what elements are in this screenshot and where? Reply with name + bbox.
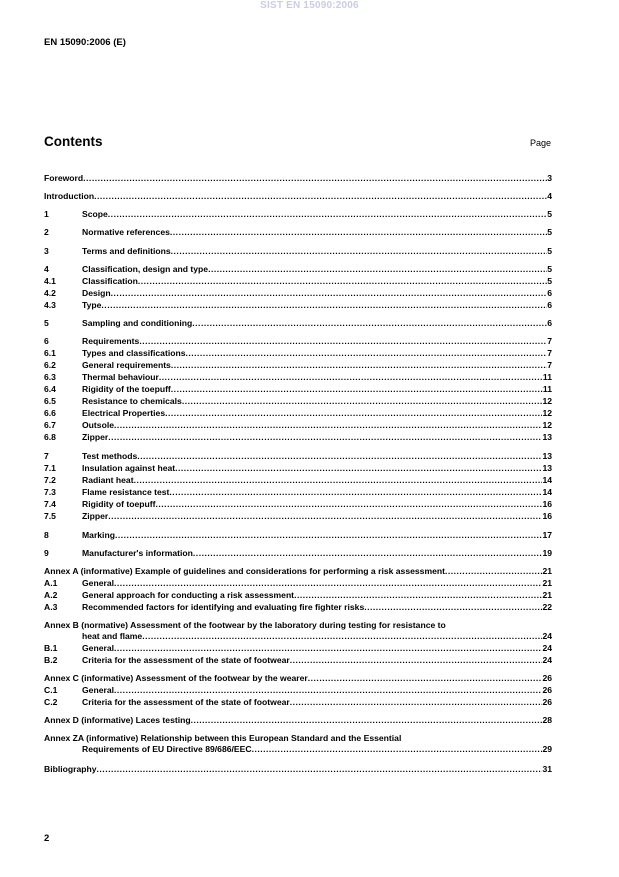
toc-entry-page: 11: [542, 384, 552, 394]
toc-entry[interactable]: [44, 360, 552, 371]
toc-entry-title: Test methods: [82, 451, 138, 461]
toc-entry-page: 7: [547, 360, 552, 370]
toc-entry-page: 21: [542, 566, 552, 576]
toc-entry-title: Bibliography: [44, 764, 97, 774]
toc-entry-title: General requirements: [82, 360, 171, 370]
toc-entry-title: Resistance to chemicals: [82, 396, 182, 406]
toc-entry-number: C.2: [44, 697, 58, 707]
toc-entry[interactable]: [44, 420, 552, 431]
toc-entry[interactable]: [44, 511, 552, 522]
toc-entry-number: 1: [44, 209, 49, 219]
toc-entry-number: 7.1: [44, 463, 56, 473]
toc-entry-number: 7.2: [44, 475, 56, 485]
toc-entry[interactable]: [44, 227, 552, 238]
toc-entry-title: Insulation against heat: [82, 463, 176, 473]
toc-entry-page: 16: [542, 499, 552, 509]
toc-entry-page: 16: [542, 511, 552, 521]
toc-entry-number: B.1: [44, 643, 58, 653]
toc-entry[interactable]: [44, 432, 552, 443]
toc-entry-number: 6.4: [44, 384, 56, 394]
toc-entry[interactable]: [44, 209, 552, 220]
toc-entry-annex-a[interactable]: [44, 566, 552, 577]
toc-entry-title: Radiant heat: [82, 475, 134, 485]
toc-entry[interactable]: [44, 487, 552, 498]
toc-entry-page: 12: [542, 420, 552, 430]
toc-entry-number: 7.5: [44, 511, 56, 521]
toc-entry[interactable]: [44, 336, 552, 347]
toc-entry[interactable]: [44, 318, 552, 329]
toc-entry-page: 12: [542, 396, 552, 406]
toc-entry-number: 3: [44, 246, 49, 256]
toc-entry-title: Criteria for the assessment of the state of footwear: [82, 697, 290, 707]
toc-entry-title: Design: [82, 288, 111, 298]
toc-entry-page: 22: [542, 602, 552, 612]
toc-entry-number: 4: [44, 264, 49, 274]
toc-entry[interactable]: [44, 685, 552, 696]
toc-entry-page: 5: [547, 264, 552, 274]
toc-entry-title: Criteria for the assessment of the state of footwear: [82, 655, 290, 665]
toc-entry-number: 6.3: [44, 372, 56, 382]
toc-entry-title: Scope: [82, 209, 108, 219]
toc-entry-page: 7: [547, 336, 552, 346]
page-number: 2: [44, 833, 50, 844]
toc-entry-number: 4.1: [44, 276, 56, 286]
toc-entry-title: Normative references: [82, 227, 170, 237]
toc-entry[interactable]: [44, 372, 552, 383]
toc-entry-number: 2: [44, 227, 49, 237]
toc-entry-title: Requirements: [82, 336, 140, 346]
toc-entry-number: 6.2: [44, 360, 56, 370]
toc-entry-page: 5: [547, 227, 552, 237]
toc-entry[interactable]: [44, 578, 552, 589]
toc-entry-page: 26: [542, 685, 552, 695]
toc-entry-page: 6: [547, 318, 552, 328]
toc-entry-title: Outsole: [82, 420, 114, 430]
toc-entry-title: Zipper: [82, 511, 109, 521]
toc-entry[interactable]: [44, 288, 552, 299]
toc-entry[interactable]: [44, 300, 552, 311]
toc-entry[interactable]: [44, 602, 552, 613]
toc-entry-number: 6.7: [44, 420, 56, 430]
toc-entry[interactable]: [44, 451, 552, 462]
toc-entry-annex-za[interactable]: [44, 733, 552, 755]
toc-entry-page: 14: [542, 487, 552, 497]
toc-entry-number: A.2: [44, 590, 58, 600]
toc-entry[interactable]: [44, 246, 552, 257]
toc-entry-title: Sampling and conditioning: [82, 318, 193, 328]
toc-entry-number: 9: [44, 548, 49, 558]
toc-entry-title-continued: Requirements of EU Directive 89/686/EEC: [82, 744, 252, 754]
toc-entry-number: B.2: [44, 655, 58, 665]
toc-entry-title: Annex B (normative) Assessment of the footwear by the laboratory during testing for resistance to: [44, 620, 446, 630]
toc-entry[interactable]: [44, 463, 552, 474]
toc-entry-number: 6.1: [44, 348, 56, 358]
toc-entry-page: 12: [542, 408, 552, 418]
toc-entry[interactable]: [44, 408, 552, 419]
toc-entry-page: 24: [542, 643, 552, 653]
toc-entry-bibliography[interactable]: [44, 764, 552, 775]
toc-entry-foreword[interactable]: [44, 173, 552, 184]
toc-entry-number: 4.3: [44, 300, 56, 310]
toc-entry-page: 29: [542, 744, 552, 754]
toc-entry[interactable]: [44, 396, 552, 407]
toc-entry-number: 7: [44, 451, 49, 461]
toc-entry-number: 7.4: [44, 499, 56, 509]
toc-entry-page: 24: [542, 631, 552, 641]
toc-entry-number: A.3: [44, 602, 58, 612]
toc-entry-title: Annex D (informative) Laces testing: [44, 715, 191, 725]
toc-entry-annex-b[interactable]: [44, 620, 552, 642]
toc-entry-introduction[interactable]: [44, 191, 552, 202]
toc-entry-page: 7: [547, 348, 552, 358]
toc-entry-title: Rigidity of the toepuff: [82, 384, 171, 394]
toc-entry-page: 19: [542, 548, 552, 558]
toc-entry-title: Flame resistance test: [82, 487, 170, 497]
toc-entry-title: General: [82, 685, 115, 695]
toc-entry-title: Recommended factors for identifying and evaluating fire fighter risks: [82, 602, 365, 612]
toc-entry-number: 6.8: [44, 432, 56, 442]
toc-entry-page: 26: [542, 673, 552, 683]
toc-entry-page: 14: [542, 475, 552, 485]
toc-entry[interactable]: [44, 590, 552, 601]
toc-entry-title: General: [82, 643, 115, 653]
toc-entry[interactable]: [44, 264, 552, 275]
toc-entry-title: Annex C (informative) Assessment of the footwear by the wearer: [44, 673, 308, 683]
toc-entry-title: Annex ZA (informative) Relationship between this European Standard and the Essential: [44, 733, 402, 743]
toc-entry-page: 5: [547, 209, 552, 219]
toc-entry[interactable]: [44, 475, 552, 486]
toc-entry-title: Annex A (informative) Example of guidelines and considerations for performing a risk assessment: [44, 566, 445, 576]
toc-entry-page: 31: [542, 764, 552, 774]
toc-entry-page: 13: [542, 463, 552, 473]
toc-entry-title: Classification, design and type: [82, 264, 209, 274]
toc-entry-number: 6.6: [44, 408, 56, 418]
toc-entry-number: 6.5: [44, 396, 56, 406]
toc-entry-page: 21: [542, 578, 552, 588]
toc-entry-title: Classification: [82, 276, 138, 286]
toc-entry-page: 3: [547, 173, 552, 183]
toc-entry[interactable]: [44, 348, 552, 359]
toc-entry-page: 6: [547, 300, 552, 310]
toc-entry-annex-d[interactable]: [44, 715, 552, 726]
toc-entry-page: 17: [542, 530, 552, 540]
toc-entry-number: A.1: [44, 578, 58, 588]
toc-entry-page: 5: [547, 246, 552, 256]
toc-entry-title: General approach for conducting a risk assessment: [82, 590, 295, 600]
toc-entry-title: Rigidity of toepuff: [82, 499, 156, 509]
toc-entry-title: Foreword: [44, 173, 84, 183]
toc-entry[interactable]: [44, 643, 552, 654]
toc-entry[interactable]: [44, 276, 552, 287]
toc-entry-number: 8: [44, 530, 49, 540]
toc-entry-title: Marking: [82, 530, 115, 540]
contents-title: Contents: [44, 134, 103, 149]
toc-entry-title: Terms and definitions: [82, 246, 171, 256]
toc-entry-page: 11: [542, 372, 552, 382]
toc-entry-title: Electrical Properties: [82, 408, 166, 418]
toc-entry[interactable]: [44, 548, 552, 559]
toc-entry-page: 21: [542, 590, 552, 600]
toc-entry-title: Types and classifications: [82, 348, 186, 358]
toc-entry-page: 4: [547, 191, 552, 201]
toc-entry-page: 24: [542, 655, 552, 665]
toc-entry-page: 28: [542, 715, 552, 725]
watermark: SIST EN 15090:2006: [260, 0, 359, 11]
toc-entry-title: Manufacturer's information: [82, 548, 193, 558]
toc-entry-page: 5: [547, 276, 552, 286]
toc-entry-title: Type: [82, 300, 102, 310]
toc-entry-annex-c[interactable]: [44, 673, 552, 684]
page-column-label: Page: [529, 138, 551, 148]
toc-entry-page: 13: [542, 451, 552, 461]
toc-entry-number: 6: [44, 336, 49, 346]
toc-entry-title: Zipper: [82, 432, 109, 442]
toc-entry[interactable]: [44, 697, 552, 708]
toc-entry-page: 13: [542, 432, 552, 442]
toc-entry-page: 26: [542, 697, 552, 707]
toc-entry-title: Thermal behaviour: [82, 372, 159, 382]
toc-entry-page: 6: [547, 288, 552, 298]
toc-entry-title: General: [82, 578, 115, 588]
toc-entry[interactable]: [44, 499, 552, 510]
toc-entry-title-continued: heat and flame: [82, 631, 143, 641]
toc-entry-number: C.1: [44, 685, 58, 695]
document-id: EN 15090:2006 (E): [44, 37, 126, 48]
toc-entry[interactable]: [44, 384, 552, 395]
toc-entry-title: Introduction: [44, 191, 95, 201]
toc-entry-number: 4.2: [44, 288, 56, 298]
toc-entry-number: 5: [44, 318, 49, 328]
toc-entry[interactable]: [44, 530, 552, 541]
toc-entry[interactable]: [44, 655, 552, 666]
toc-entry-number: 7.3: [44, 487, 56, 497]
